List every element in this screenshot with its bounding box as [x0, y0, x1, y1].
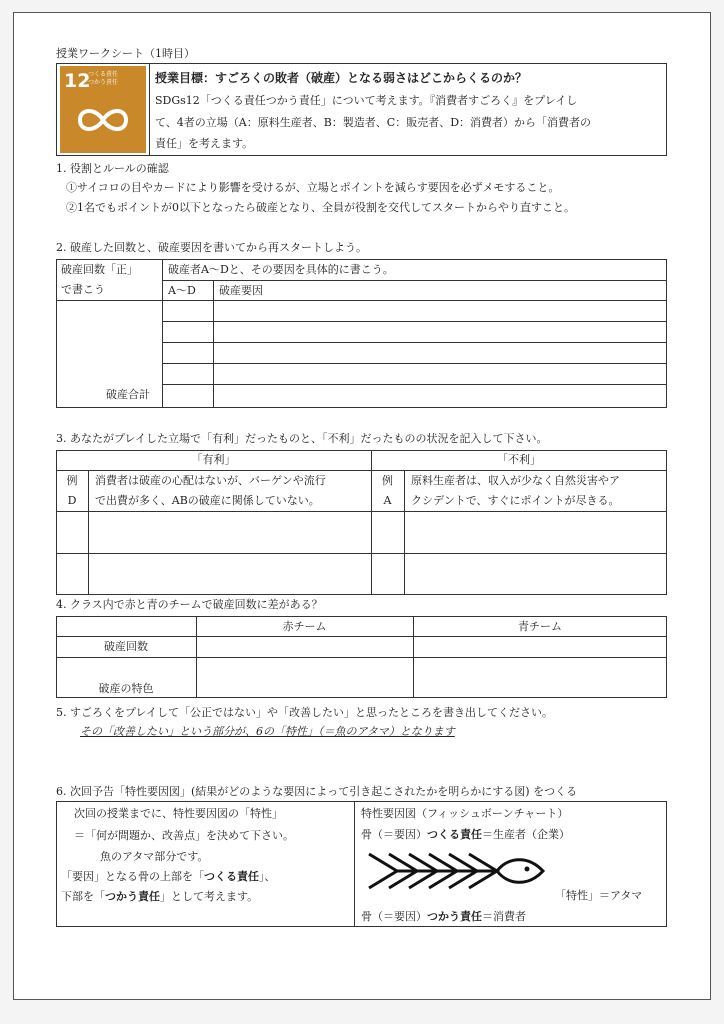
example-label-left: 例	[66, 474, 78, 487]
bankruptcy-table	[56, 259, 667, 408]
bankruptcy-count-row: 破産回数	[104, 640, 148, 653]
cause-header: 破産者A～Dと、その要因を具体的に書こう。	[168, 263, 394, 276]
example-right-text-1: 原料生産者は、収入が少なく自然災害やア	[411, 474, 620, 487]
section6-heading: 6. 次回予告「特性要因図」(結果がどのような要因によって引き起こされたかを明らかにする図) をつくる	[56, 785, 578, 798]
example-left-text-1: 消費者は破産の心配はないが、バーゲンや流行	[95, 474, 326, 487]
section5-note: その「改善したい」という部分が、6の「特性」（＝魚のアタマ）となります	[80, 725, 455, 738]
sdg-label-line2: つかう責任	[88, 79, 119, 86]
next-class-line1: 次回の授業までに、特性要因図の「特性」	[74, 807, 283, 820]
sdg-number: 12	[64, 70, 91, 92]
bankruptcy-total-label: 破産合計	[106, 388, 150, 401]
count-header-line1: 破産回数「正」	[61, 263, 138, 276]
rule-2: ②1名でもポイントが0以下となったら破産となり、全員が役割を交代してスタートからやり直すこと。	[66, 201, 575, 214]
example-left-text-2: で出費が多く、ABの破産に関係していない。	[95, 494, 320, 507]
section5-heading: 5. すごろくをプレイして「公正ではない」や「改善したい」と思ったところを書き出してください。	[56, 706, 553, 719]
goal-text-3: 責任」を考えます。	[155, 137, 254, 150]
bone-bottom-label: 骨（＝要因）つかう責任＝消費者	[361, 910, 526, 923]
next-class-line5: 下部を「つかう責任」として考えます。	[61, 890, 259, 903]
example-role-left: D	[67, 494, 77, 507]
advantage-header: 「有利」	[191, 453, 236, 466]
next-class-line4: 「要因」となる骨の上部を「つくる責任」、	[61, 870, 276, 883]
section4-heading: 4. クラス内で赤と青のチームで破産回数に差がある？	[56, 598, 323, 611]
fishbone-title: 特性要因図（フィッシュボーンチャート）	[361, 807, 569, 820]
example-role-right: A	[383, 494, 392, 507]
red-team-header: 赤チーム	[282, 620, 327, 633]
section3-heading: 3. あなたがプレイした立場で「有利」だったものと、「不利」だったものの状況を記入して下さい。	[56, 432, 548, 445]
example-right-text-2: クシデントで、すぐにポイントが尽きる。	[411, 494, 620, 507]
example-label-right: 例	[382, 474, 393, 487]
rule-1: ①サイコロの目やカードにより影響を受けるが、立場とポイントを減らす要因を必ずメモすること。	[66, 181, 560, 194]
head-label: 「特性」＝アタマ	[555, 889, 643, 902]
infinity-icon	[74, 102, 132, 138]
count-header-line2: で書こう	[61, 283, 105, 296]
goal-text-1: SDGs12「つくる責任つかう責任」について考えます。『消費者すごろく』をプレイし	[155, 94, 578, 107]
disadvantage-header: 「不利」	[497, 453, 541, 466]
cause-col-header: 破産要因	[219, 284, 263, 297]
goal-text-2: て、4者の立場（A：原料生産者、B：製造者、C：販売者、D：消費者）から「消費者の	[155, 116, 592, 129]
next-class-line2: ＝「何が問題か、改善点」を決めて下さい。	[74, 829, 294, 842]
fishbone-diagram-icon	[367, 848, 547, 894]
player-col-header: A～D	[168, 284, 196, 297]
section1-heading: 1. 役割とルールの確認	[56, 162, 169, 175]
bankruptcy-feature-row: 破産の特色	[98, 682, 154, 695]
next-class-line3: 魚のアタマ部分です。	[100, 850, 209, 863]
advantage-table	[56, 450, 667, 595]
section2-heading: 2. 破産した回数と、破産要因を書いてから再スタートしよう。	[56, 241, 367, 254]
goal-heading: 授業目標：すごろくの敗者（破産）となる弱さはどこからくるのか？	[155, 71, 528, 85]
worksheet-title: 授業ワークシート（1時目）	[56, 47, 195, 60]
sdg-label-line1: つくる責任	[88, 71, 119, 78]
bone-top-label: 骨（＝要因）つくる責任＝生産者（企業）	[361, 828, 570, 841]
blue-team-header: 青チーム	[518, 620, 562, 633]
sdg12-badge	[60, 66, 146, 153]
